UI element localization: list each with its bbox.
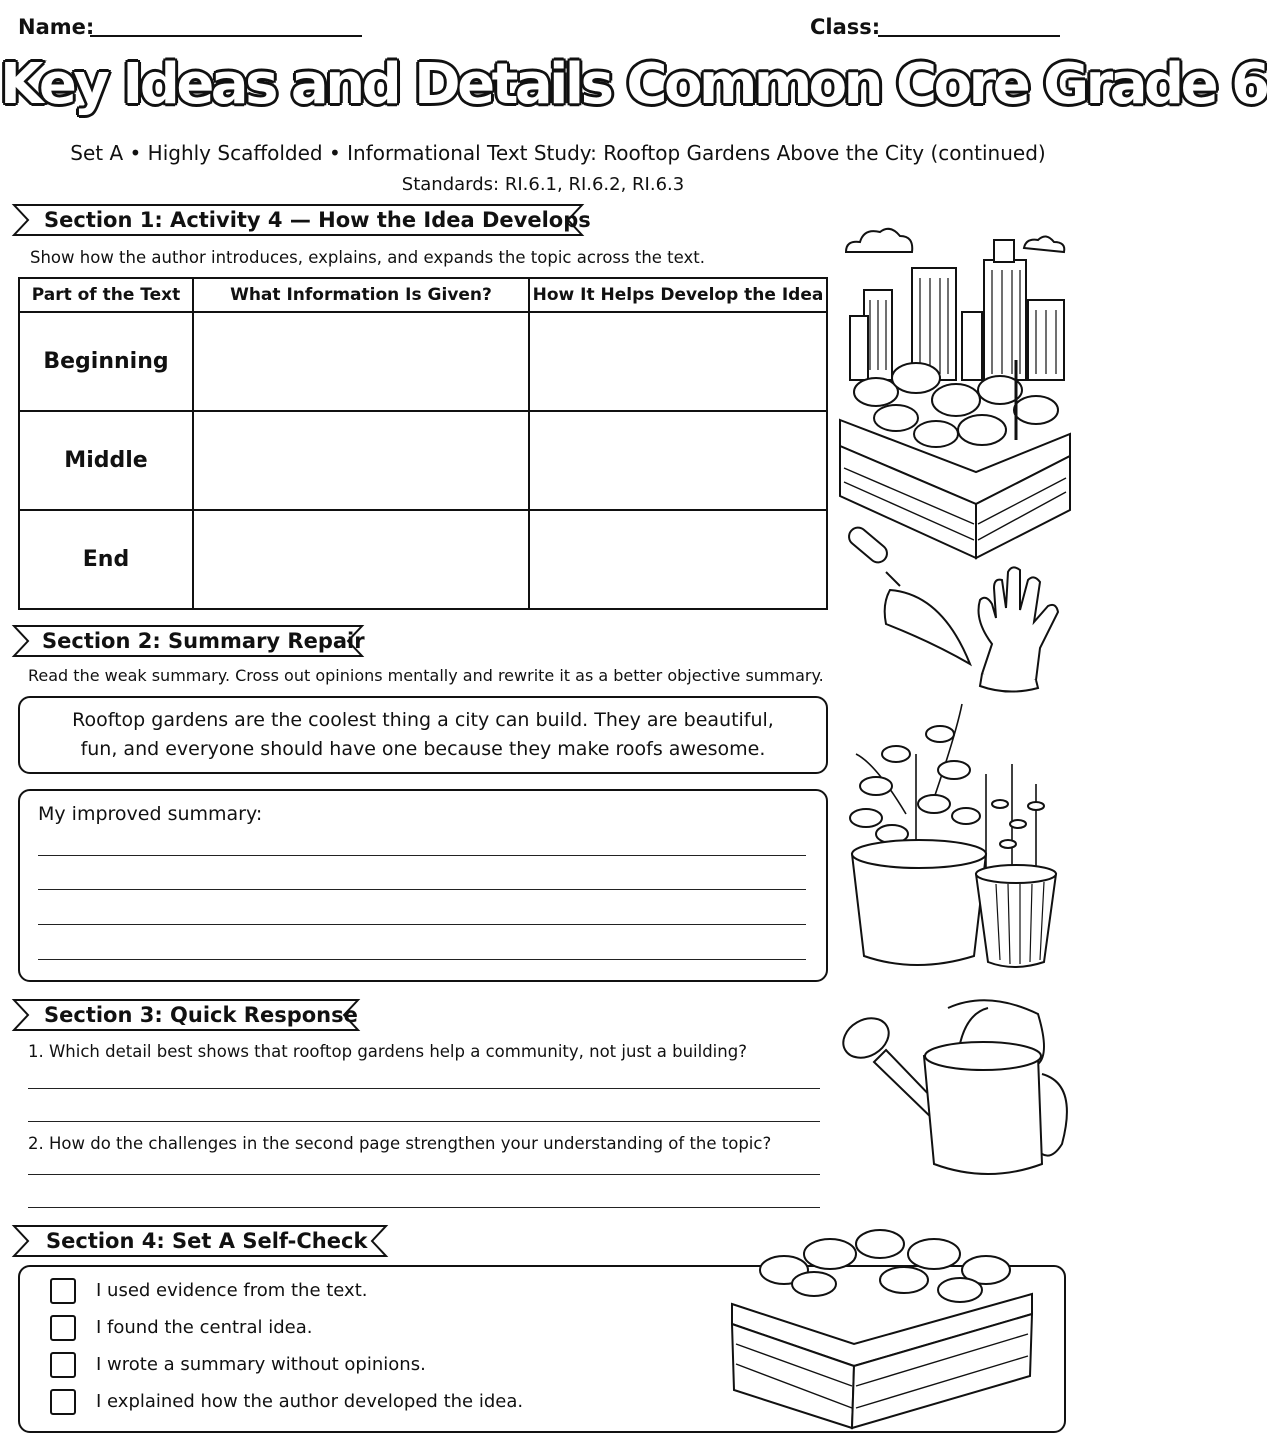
answer-line[interactable] [28, 1088, 820, 1089]
section3-banner [12, 998, 360, 1032]
section1-heading: Section 1: Activity 4 — How the Idea Develops [44, 208, 591, 232]
row-label-end: End [19, 510, 193, 609]
checkbox[interactable] [50, 1315, 76, 1341]
gardening-gloves-icon [979, 567, 1059, 691]
column-header: Part of the Text [19, 278, 193, 312]
name-label: Name: [18, 15, 95, 39]
self-check-item: I found the central idea. [96, 1317, 313, 1338]
improved-summary-label: My improved summary: [38, 803, 263, 825]
section2-heading: Section 2: Summary Repair [42, 629, 365, 653]
column-header: How It Helps Develop the Idea [529, 278, 827, 312]
checkbox[interactable] [50, 1278, 76, 1304]
writing-line[interactable] [38, 855, 806, 856]
answer-line[interactable] [28, 1174, 820, 1175]
potted-plants-icon [836, 694, 1068, 974]
garden-tools-illustration [842, 524, 1072, 694]
checkbox[interactable] [50, 1352, 76, 1378]
page-subtitle: Set A • Highly Scaffolded • Informational Text Study: Rooftop Gardens Above the City (continued) [70, 141, 1046, 165]
weak-summary-box [18, 696, 828, 774]
writing-line[interactable] [38, 889, 806, 890]
cloud-icon [1024, 236, 1064, 252]
section4-banner [12, 1224, 388, 1258]
table-row [19, 510, 827, 609]
weak-summary-line: Rooftop gardens are the coolest thing a city can build. They are beautiful, [72, 709, 774, 731]
city-garden-illustration [836, 220, 1072, 560]
section1-banner [12, 203, 591, 237]
city-skyline-icon [850, 240, 1064, 380]
raised-planter-icon [724, 1214, 1060, 1438]
trowel-icon [845, 524, 970, 664]
improved-summary-box [18, 789, 828, 982]
development-table [18, 277, 828, 610]
answer-line[interactable] [28, 1121, 820, 1122]
row-label-middle: Middle [19, 411, 193, 510]
question-1: 1. Which detail best shows that rooftop gardens help a community, not just a building? [28, 1042, 747, 1061]
watering-can-icon [838, 994, 1070, 1180]
checkbox[interactable] [50, 1389, 76, 1415]
writing-line[interactable] [38, 959, 806, 960]
section2-banner [12, 624, 364, 658]
answer-cell[interactable] [193, 312, 529, 411]
table-row [19, 312, 827, 411]
section2-instruction: Read the weak summary. Cross out opinions mentally and rewrite it as a better objective summary. [28, 666, 824, 685]
class-label: Class: [810, 15, 881, 39]
answer-cell[interactable] [529, 510, 827, 609]
answer-cell[interactable] [529, 411, 827, 510]
standards-text: Standards: RI.6.1, RI.6.2, RI.6.3 [401, 174, 685, 195]
name-field[interactable] [90, 35, 362, 37]
cloud-icon [846, 229, 912, 252]
section3-heading: Section 3: Quick Response [44, 1003, 358, 1027]
weak-summary-line: fun, and everyone should have one because they make roofs awesome. [80, 738, 766, 760]
table-row [19, 411, 827, 510]
section1-instruction: Show how the author introduces, explains, and expands the topic across the text. [30, 248, 705, 267]
column-header: What Information Is Given? [193, 278, 529, 312]
table-header-row [19, 278, 827, 312]
self-check-item: I used evidence from the text. [96, 1280, 368, 1301]
class-field[interactable] [878, 35, 1060, 37]
section4-heading: Section 4: Set A Self-Check [46, 1229, 368, 1253]
question-2: 2. How do the challenges in the second page strengthen your understanding of the topic? [28, 1134, 772, 1153]
self-check-item: I explained how the author developed the idea. [96, 1391, 524, 1412]
self-check-item: I wrote a summary without opinions. [96, 1354, 426, 1375]
row-label-beginning: Beginning [19, 312, 193, 411]
answer-cell[interactable] [529, 312, 827, 411]
page-title: Key Ideas and Details Common Core Grade 6 [0, 52, 1267, 117]
writing-line[interactable] [38, 924, 806, 925]
answer-cell[interactable] [193, 510, 529, 609]
answer-line[interactable] [28, 1207, 820, 1208]
answer-cell[interactable] [193, 411, 529, 510]
